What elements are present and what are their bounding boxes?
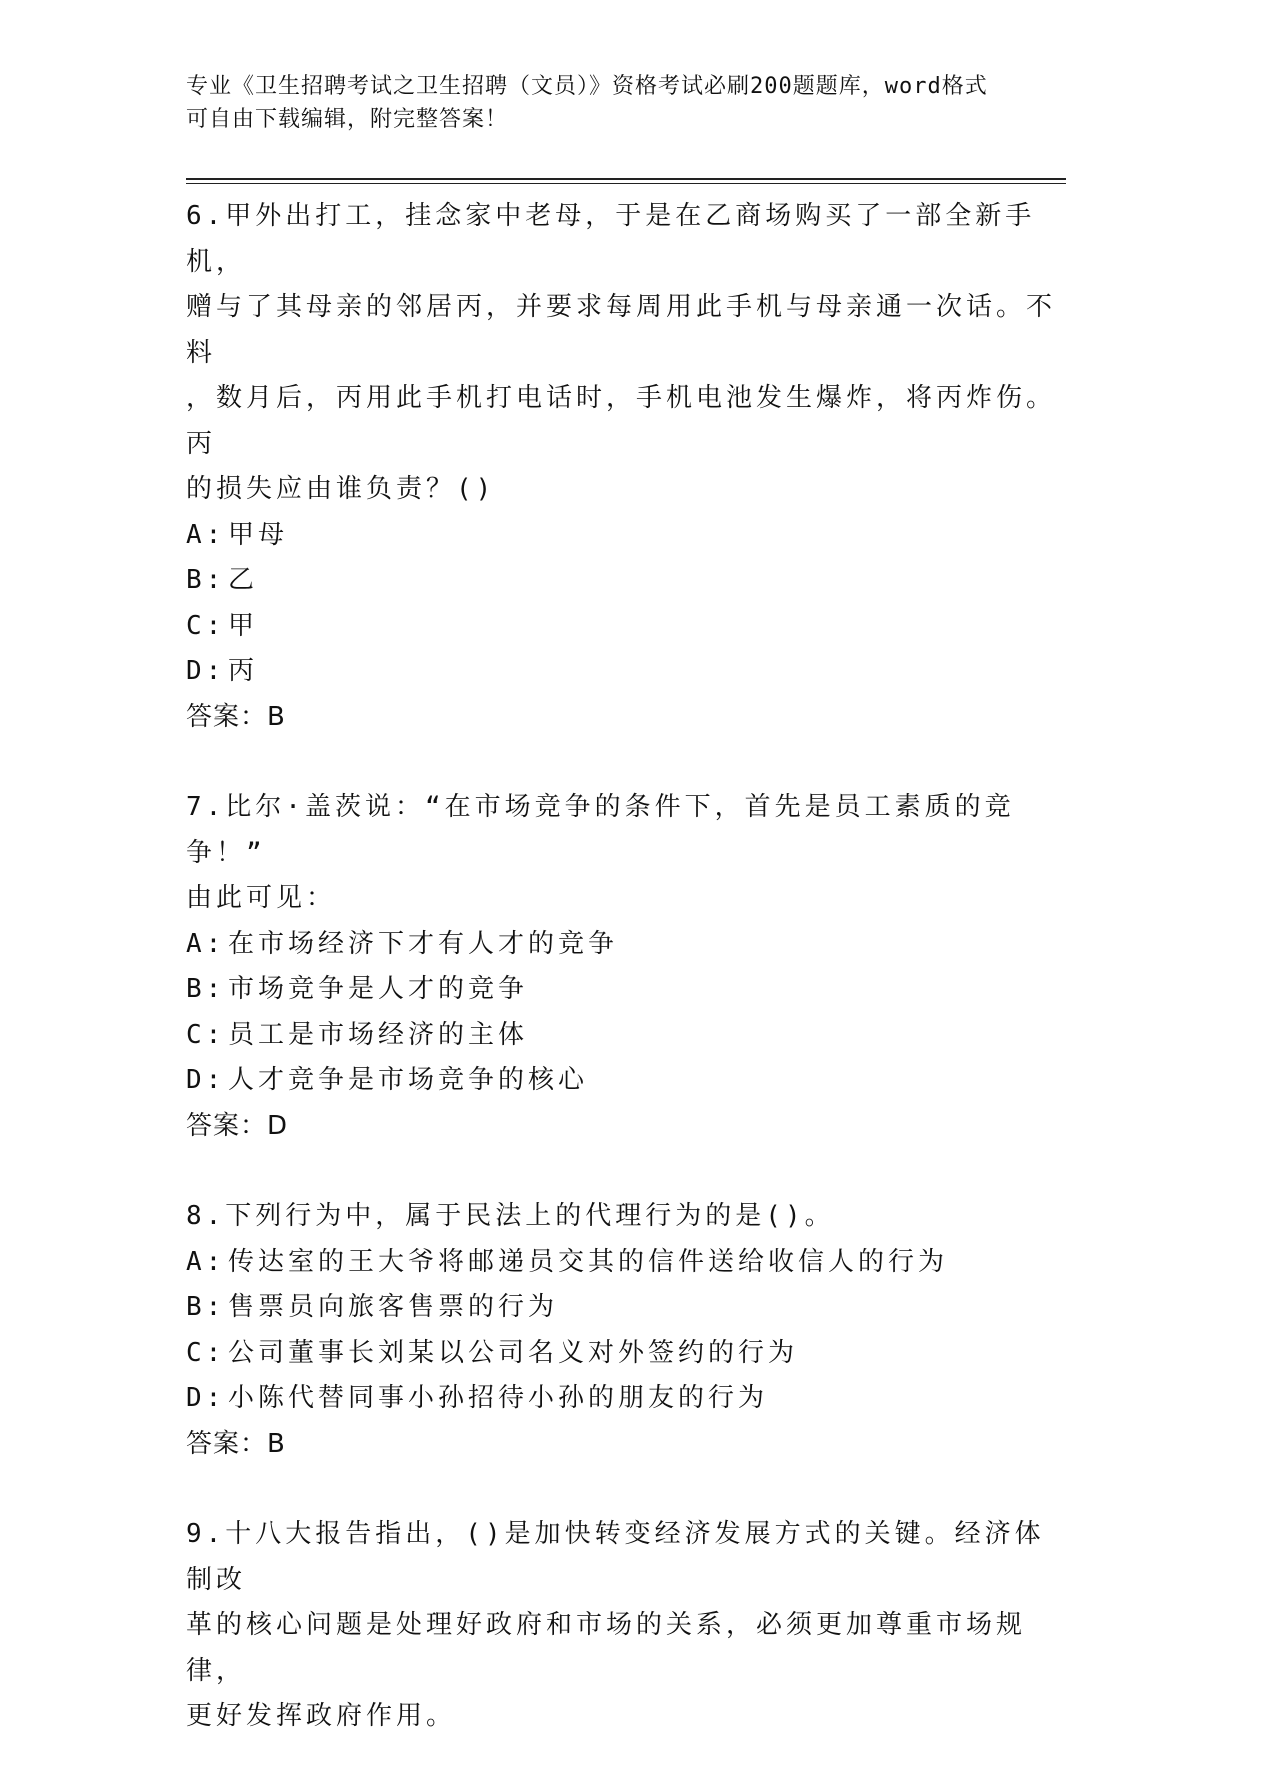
answer-key: 答案：D [186,1110,289,1141]
answer-option [186,1376,1066,1422]
question-block [186,194,1066,740]
answer-option [186,1058,1066,1104]
option-label: B: [186,1292,226,1322]
option-text: 乙 [228,565,259,595]
option-text: 市场竞争是人才的竞争 [228,974,529,1004]
answer-option [186,1013,1066,1059]
option-text: 售票员向旅客售票的行为 [228,1292,559,1322]
option-label: D: [186,656,226,686]
question-block [186,1512,1066,1740]
answer-option [186,513,1066,559]
header-line-2: 可自由下载编辑，附完整答案！ [186,107,509,132]
option-text: 甲 [228,610,259,641]
answer-option [186,922,1066,968]
answer-key: 答案：B [186,701,286,732]
option-label: C: [186,1019,226,1050]
option-text: 丙 [228,656,259,686]
answer-option [186,1331,1066,1377]
answer-option [186,604,1066,650]
question-stem-line: 革的核心问题是处理好政府和市场的关系，必须更加尊重市场规律， [186,1610,1027,1686]
question-stem-line: 6.甲外出打工，挂念家中老母，于是在乙商场购买了一部全新手机， [186,201,1036,277]
answer-option [186,1285,1066,1331]
answer-option [186,649,1066,695]
option-label: C: [186,610,226,641]
option-label: C: [186,1337,226,1368]
answer-key: 答案：B [186,1428,286,1459]
option-label: D: [186,1383,226,1413]
question-stem-line: 的损失应由谁负责？() [186,474,496,504]
header-divider-thin [186,183,1066,184]
question-stem [186,194,1066,513]
question-stem [186,785,1066,922]
option-label: A: [186,928,226,959]
option-label: A: [186,519,226,550]
option-label: B: [186,565,226,595]
question-stem-line: 8.下列行为中，属于民法上的代理行为的是()。 [186,1201,835,1231]
option-label: A: [186,1246,226,1277]
question-stem-line: 更好发挥政府作用。 [186,1701,457,1731]
question-block [186,1194,1066,1467]
answer-option [186,1240,1066,1286]
document-page [186,70,1066,1785]
option-text: 在市场经济下才有人才的竞争 [228,928,619,959]
option-text: 员工是市场经济的主体 [228,1019,529,1050]
question-stem-line: 由此可见： [186,883,337,913]
option-text: 传达室的王大爷将邮递员交其的信件送给收信人的行为 [228,1246,949,1277]
question-stem [186,1194,1066,1240]
option-text: 公司董事长刘某以公司名义对外签约的行为 [228,1337,799,1368]
question-block [186,785,1066,1149]
question-stem-line: 赠与了其母亲的邻居丙，并要求每周用此手机与母亲通一次话。不料 [186,292,1057,368]
header-divider [186,178,1066,180]
question-stem [186,1512,1066,1740]
header-line-1: 专业《卫生招聘考试之卫生招聘（文员）》资格考试必刷200题题库，word格式 [186,74,988,99]
answer-option [186,558,1066,604]
option-text: 小陈代替同事小孙招待小孙的朋友的行为 [228,1383,769,1413]
option-label: D: [186,1065,226,1095]
option-label: B: [186,974,226,1004]
answer-option [186,967,1066,1013]
question-stem-line: 7.比尔·盖茨说：“在市场竞争的条件下，首先是员工素质的竞争！” [186,792,1015,868]
question-stem-line: 9.十八大报告指出，()是加快转变经济发展方式的关键。经济体制改 [186,1519,1045,1595]
option-text: 甲母 [228,519,289,550]
document-header [186,70,1066,136]
option-text: 人才竞争是市场竞争的核心 [228,1065,589,1095]
question-list [186,194,1066,1740]
question-stem-line: ，数月后，丙用此手机打电话时，手机电池发生爆炸，将丙炸伤。丙 [186,383,1057,459]
